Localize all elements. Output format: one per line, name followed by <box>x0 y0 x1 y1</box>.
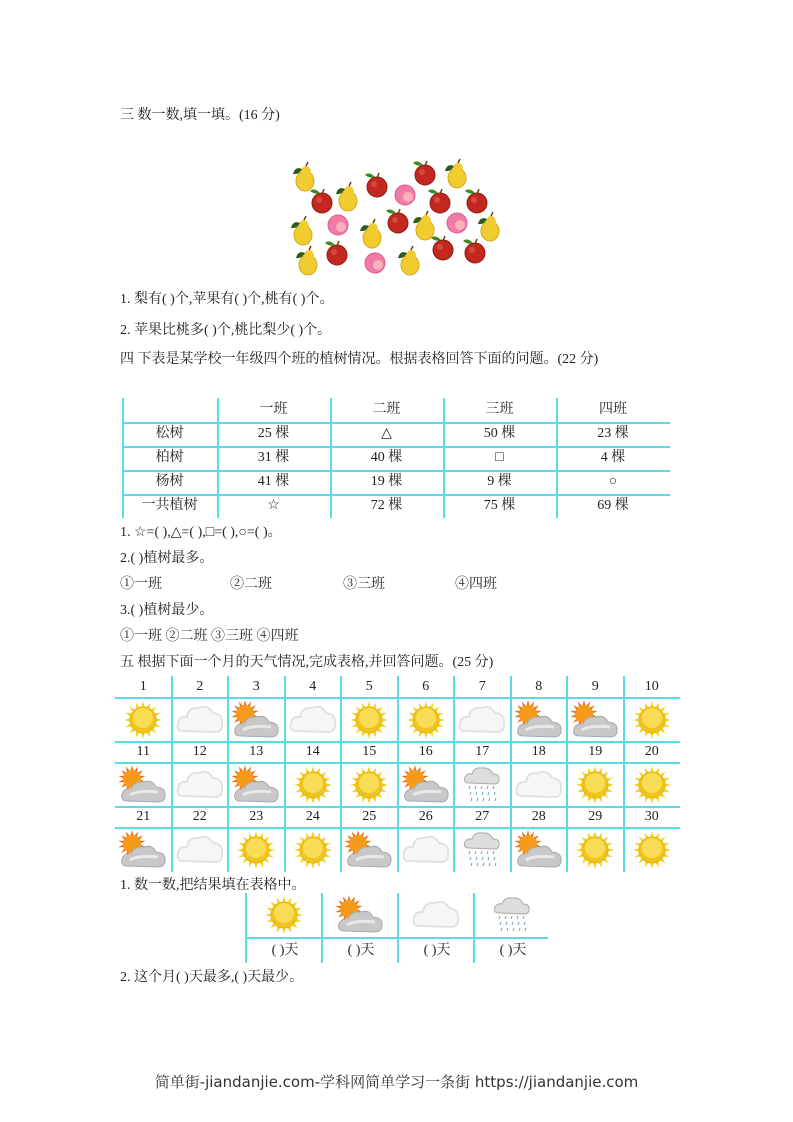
day-number: 27 <box>475 809 490 824</box>
pear-icon <box>336 182 357 211</box>
day-number: 12 <box>192 744 207 759</box>
partly-weather-icon <box>118 765 168 810</box>
day-number: 8 <box>535 679 543 694</box>
peach-icon <box>447 213 467 233</box>
table-cell: 9 棵 <box>487 474 512 489</box>
day-number: 23 <box>249 809 264 824</box>
grid-column-line <box>340 676 342 872</box>
day-number: 20 <box>644 744 659 759</box>
table-row-label: 杨树 <box>155 474 184 489</box>
day-number: 1 <box>139 679 147 694</box>
grid-column-line <box>623 676 625 872</box>
apple-icon <box>365 173 387 197</box>
peach-icon <box>395 185 415 205</box>
q2-option-1: ①一班 <box>120 577 162 592</box>
q2-option-4: ④四班 <box>455 577 497 592</box>
day-number: 4 <box>309 679 317 694</box>
day-number: 21 <box>136 809 151 824</box>
table-cell: 23 棵 <box>597 426 629 441</box>
cloudy-weather-icon <box>401 831 451 874</box>
sunny-weather-icon <box>632 700 672 745</box>
table-cell: 25 棵 <box>257 426 290 441</box>
cloudy-weather-icon <box>514 766 564 809</box>
apple-icon <box>431 236 453 260</box>
table-cell: ○ <box>608 474 618 489</box>
day-number: 7 <box>478 679 486 694</box>
table-cell: □ <box>495 450 504 465</box>
table-cell: 50 棵 <box>483 426 516 441</box>
cloudy-weather-icon <box>175 701 225 744</box>
day-number: 13 <box>249 744 264 759</box>
table-cell: 75 棵 <box>483 498 516 513</box>
partly-weather-icon <box>514 700 564 745</box>
table-cell: △ <box>381 426 392 441</box>
pear-icon <box>413 211 434 240</box>
day-number: 9 <box>591 679 599 694</box>
day-number: 15 <box>362 744 377 759</box>
count-blank: ( )天 <box>423 943 451 958</box>
sunny-weather-icon <box>293 765 333 810</box>
grid-column-line <box>397 676 399 872</box>
cloudy-weather-icon <box>175 831 225 874</box>
table-header-cell: 四班 <box>599 402 627 417</box>
day-number: 10 <box>644 679 659 694</box>
day-number: 25 <box>362 809 377 824</box>
partly-weather-icon <box>514 830 564 875</box>
cloudy-weather-icon <box>457 701 507 744</box>
sunny-weather-icon <box>123 700 163 745</box>
section4-q1: 1. ☆=( ),△=( ),□=( ),○=( )。 <box>120 525 282 540</box>
count-blank: ( )天 <box>347 943 375 958</box>
apple-icon <box>463 239 485 263</box>
day-number: 6 <box>422 679 430 694</box>
table-cell: 19 棵 <box>370 474 403 489</box>
pear-icon <box>478 212 499 241</box>
table-header-cell: 二班 <box>372 402 401 417</box>
grid-column-line <box>227 676 229 872</box>
partly-weather-icon <box>118 830 168 875</box>
sunny-weather-icon <box>349 700 389 745</box>
table-cell: 31 棵 <box>257 450 290 465</box>
grid-column-line <box>566 676 568 872</box>
rainy-weather-icon <box>462 764 502 811</box>
peach-icon <box>365 253 385 273</box>
table-row-label: 松树 <box>155 426 184 441</box>
day-number: 22 <box>192 809 207 824</box>
partly-weather-icon <box>231 700 281 745</box>
sunny-weather-icon <box>293 830 333 875</box>
pear-icon <box>398 246 419 275</box>
table-header-cell: 三班 <box>485 402 514 417</box>
footer-watermark: 简单街-jiandanjie.com-学科网简单学习一条街 https://jiandanjie.com <box>154 1073 639 1091</box>
day-number: 28 <box>531 809 546 824</box>
section4-q3: 3.( )植树最少。 <box>120 603 214 618</box>
day-number: 14 <box>305 744 320 759</box>
section5-title: 五 根据下面一个月的天气情况,完成表格,并回答问题。(25 分) <box>120 655 494 670</box>
grid-column-line <box>284 676 286 872</box>
cloudy-weather-icon <box>288 701 338 744</box>
cloudy-weather-icon <box>175 766 225 809</box>
table-header-cell: 一班 <box>259 402 288 417</box>
day-number: 16 <box>418 744 433 759</box>
peach-icon <box>328 215 348 235</box>
fruits-picture <box>285 155 505 280</box>
apple-icon <box>325 241 347 265</box>
table-row-label: 柏树 <box>155 450 184 465</box>
day-number: 26 <box>418 809 433 824</box>
grid-column-line <box>453 676 455 872</box>
apple-icon <box>465 189 487 213</box>
day-number: 18 <box>531 744 546 759</box>
day-number: 17 <box>475 744 490 759</box>
sunny-weather-icon <box>236 830 276 875</box>
sunny-weather-icon <box>264 895 304 940</box>
table-cell: 4 棵 <box>600 450 626 465</box>
section3-q2: 2. 苹果比桃多( )个,桃比梨少( )个。 <box>120 323 332 338</box>
day-number: 3 <box>252 679 260 694</box>
q2-option-3: ③三班 <box>343 577 385 592</box>
q3-options: ①一班 ②二班 ③三班 ④四班 <box>120 629 299 644</box>
section4-q2: 2.( )植树最多。 <box>120 551 214 566</box>
section5-q2: 2. 这个月( )天最多,( )天最少。 <box>120 970 304 985</box>
sunny-weather-icon <box>349 765 389 810</box>
table-cell: 69 棵 <box>597 498 629 513</box>
day-number: 5 <box>365 679 373 694</box>
day-number: 19 <box>588 744 603 759</box>
pear-icon <box>296 246 317 275</box>
count-blank: ( )天 <box>271 943 299 958</box>
table-cell: 72 棵 <box>370 498 403 513</box>
sunny-weather-icon <box>575 830 615 875</box>
sunny-weather-icon <box>632 765 672 810</box>
sunny-weather-icon <box>406 700 446 745</box>
section3-title: 三 数一数,填一填。(16 分) <box>120 108 280 123</box>
table-cell: 41 棵 <box>257 474 290 489</box>
sunny-weather-icon <box>632 830 672 875</box>
partly-weather-icon <box>344 830 394 875</box>
section5-q1: 1. 数一数,把结果填在表格中。 <box>120 878 306 893</box>
table-cell: ☆ <box>267 498 280 513</box>
pear-icon <box>291 216 312 245</box>
q2-option-2: ②二班 <box>230 577 272 592</box>
apple-icon <box>413 161 435 185</box>
grid-column-line <box>510 676 512 872</box>
section3-q1: 1. 梨有( )个,苹果有( )个,桃有( )个。 <box>120 292 334 307</box>
cloudy-weather-icon <box>411 896 461 939</box>
apple-icon <box>428 189 450 213</box>
rainy-weather-icon <box>462 829 502 876</box>
partly-weather-icon <box>401 765 451 810</box>
partly-weather-icon <box>570 700 620 745</box>
rainy-weather-icon <box>492 894 532 941</box>
pear-icon <box>360 219 381 248</box>
day-number: 29 <box>588 809 603 824</box>
day-number: 24 <box>305 809 320 824</box>
table-row-label: 一共植树 <box>141 498 198 513</box>
section4-title: 四 下表是某学校一年级四个班的植树情况。根据表格回答下面的问题。(22 分) <box>120 352 599 367</box>
apple-icon <box>310 189 332 213</box>
pear-icon <box>445 159 466 188</box>
grid-column-line <box>171 676 173 872</box>
table-cell: 40 棵 <box>370 450 403 465</box>
apple-icon <box>386 209 408 233</box>
pear-icon <box>293 162 314 191</box>
partly-weather-icon <box>335 895 385 940</box>
partly-weather-icon <box>231 765 281 810</box>
count-blank: ( )天 <box>499 943 527 958</box>
day-number: 11 <box>136 744 150 759</box>
sunny-weather-icon <box>575 765 615 810</box>
day-number: 30 <box>644 809 659 824</box>
day-number: 2 <box>196 679 204 694</box>
